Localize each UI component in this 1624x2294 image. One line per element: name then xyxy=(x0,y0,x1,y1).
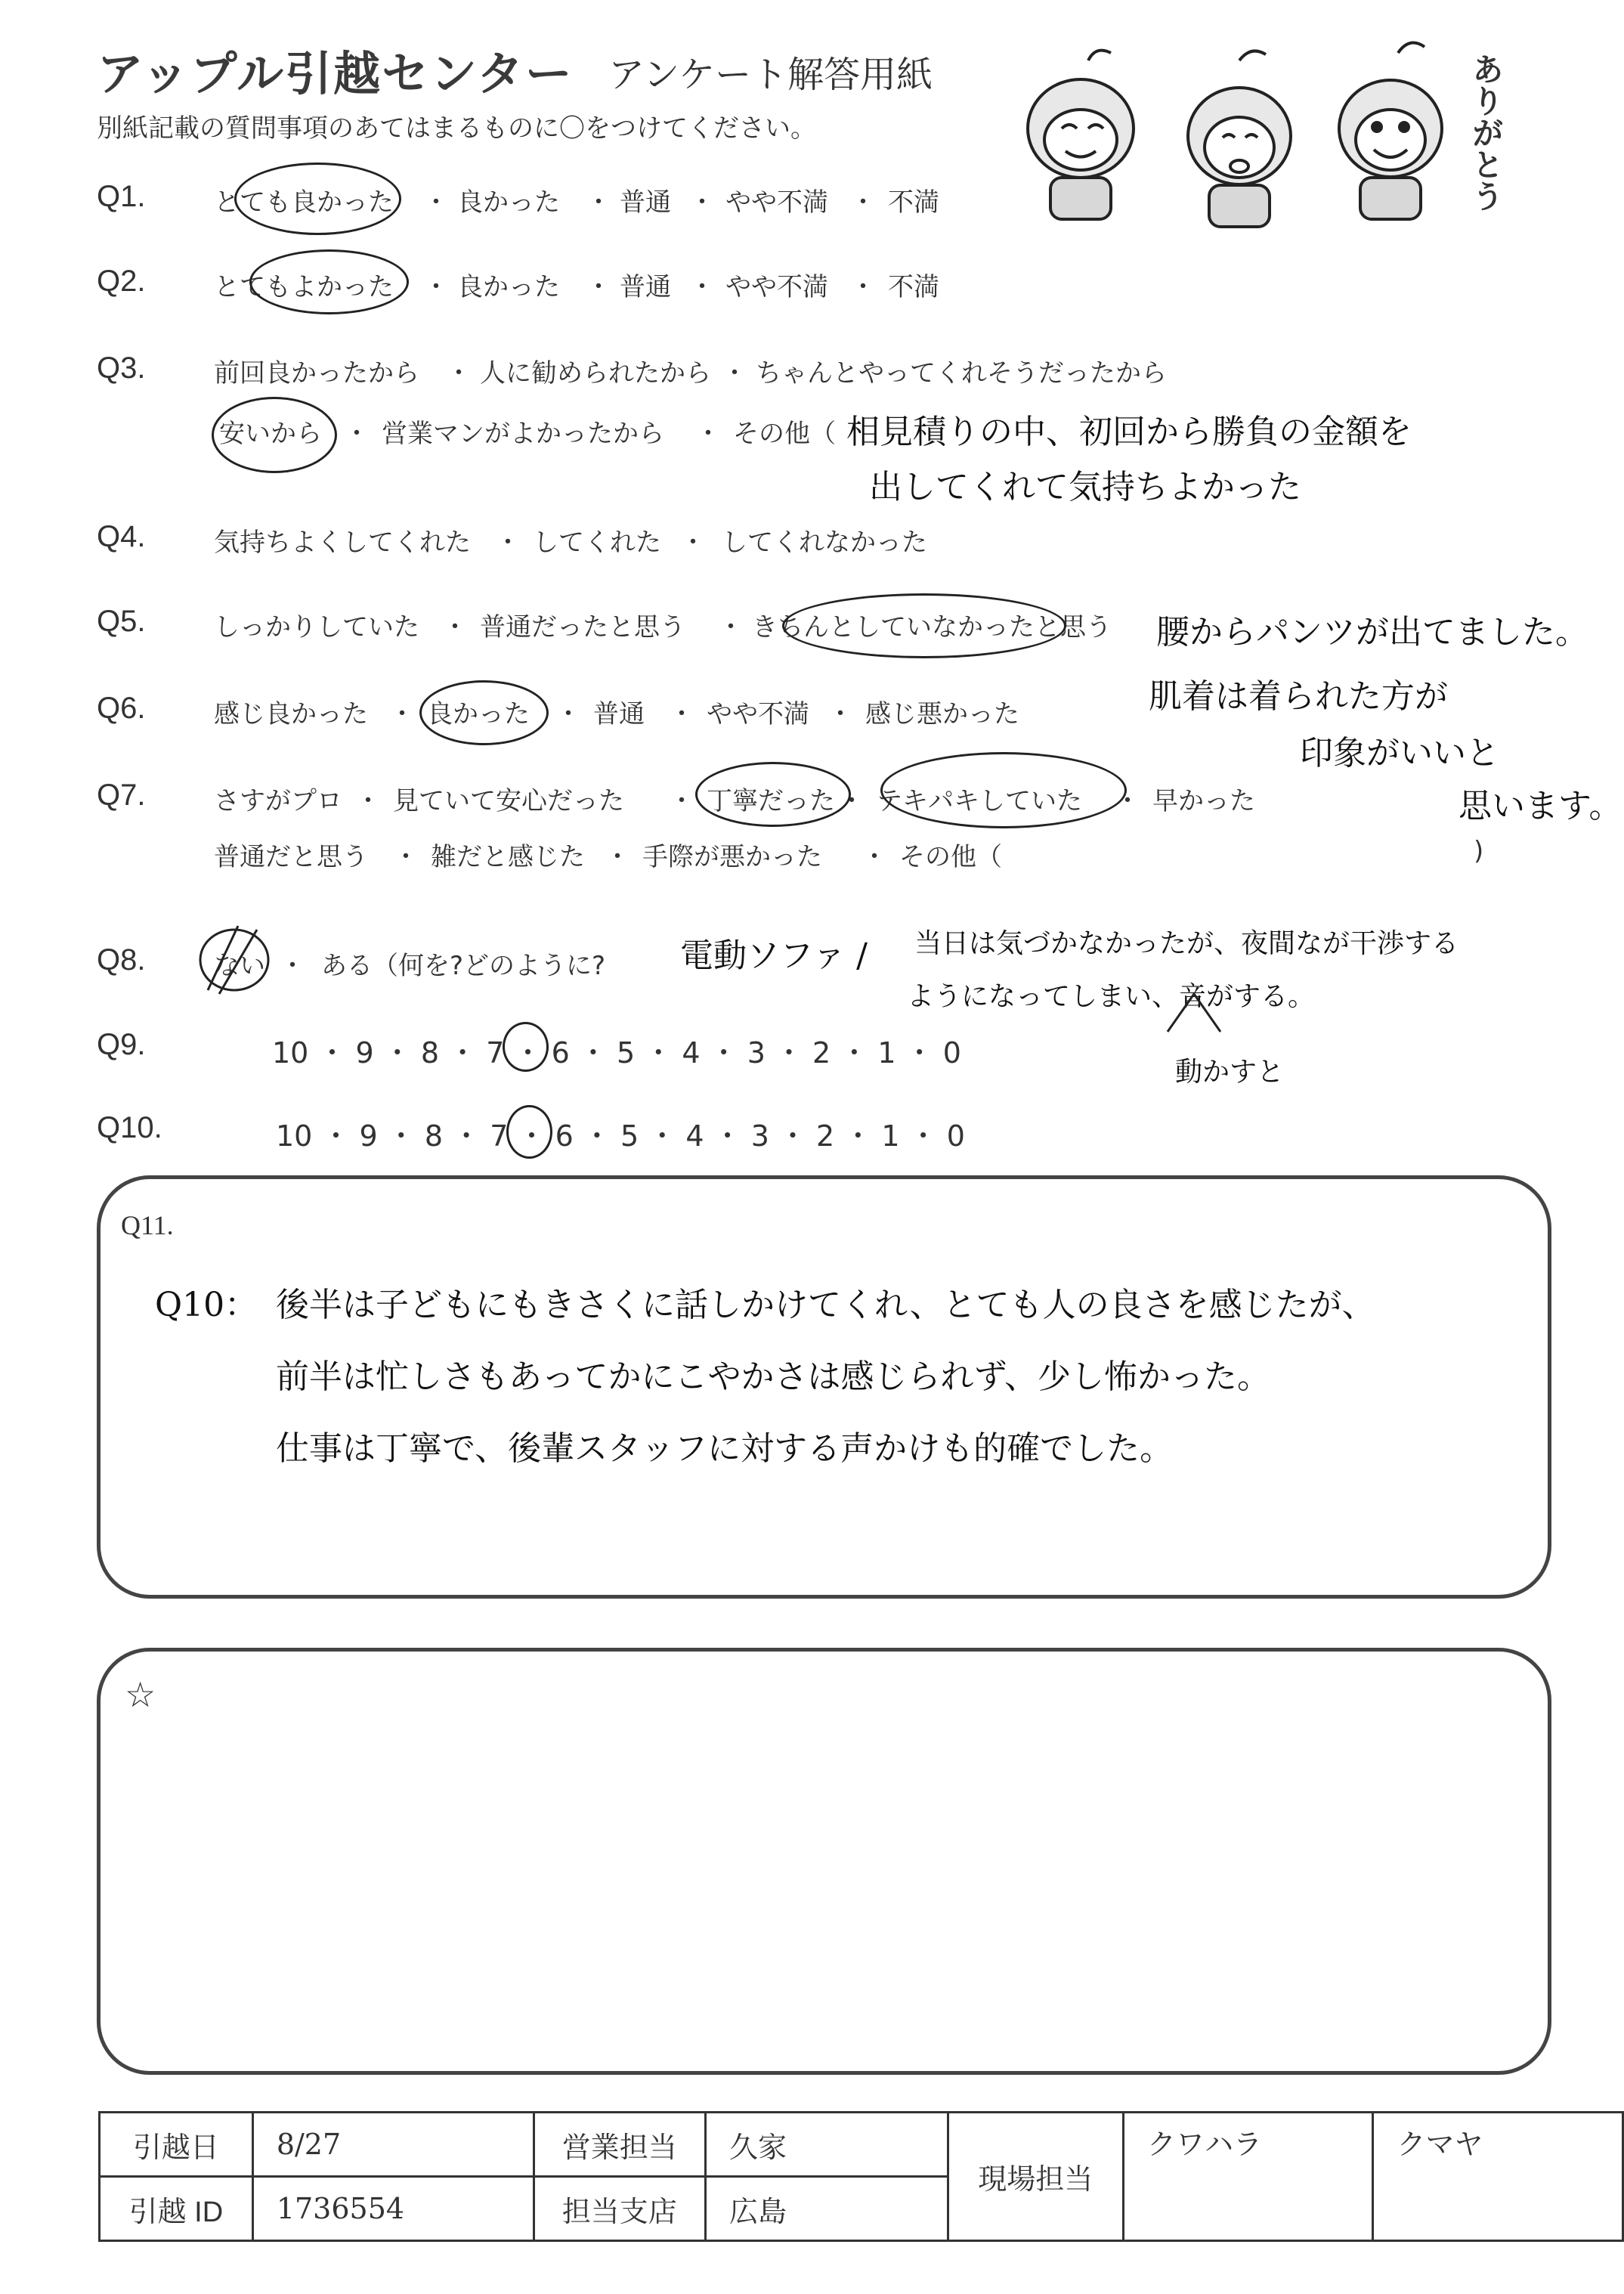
q9-score-1[interactable]: 1 xyxy=(877,1036,896,1070)
q4-label: Q4. xyxy=(97,520,146,553)
q10-score-4[interactable]: 4 xyxy=(685,1119,704,1153)
q1-answer-circle xyxy=(234,163,401,235)
q3-option-1[interactable]: 前回良かったから xyxy=(214,358,419,389)
q1-option-2[interactable]: 良かった xyxy=(457,187,560,218)
star-icon: ☆ xyxy=(125,1674,156,1715)
q2-label: Q2. xyxy=(97,265,146,298)
q10-score-6[interactable]: 6 xyxy=(555,1119,574,1153)
q10-score-5[interactable]: 5 xyxy=(620,1119,639,1153)
q8-option-2[interactable]: ある（何を?どのように? xyxy=(321,951,606,981)
q3-option-5[interactable]: 営業マンがよかったから xyxy=(382,419,664,449)
mascot-thanks-text: ありがとう xyxy=(1468,53,1505,212)
q7-option-8[interactable]: 手際が悪かった xyxy=(642,842,822,872)
q4-option-2[interactable]: してくれた xyxy=(533,528,661,558)
q9-score-2[interactable]: 2 xyxy=(812,1036,831,1070)
q2-answer-circle xyxy=(249,249,409,314)
q10-answer-circle xyxy=(506,1105,552,1159)
sales-label: 営業担当 xyxy=(534,2113,705,2177)
q9-score-7[interactable]: 7 xyxy=(486,1036,505,1070)
branch-label: 担当支店 xyxy=(534,2177,705,2241)
q11-answer-line-3: 仕事は丁寧で、後輩スタッフに対する声かけも的確でした。 xyxy=(276,1429,1174,1468)
q9-score-3[interactable]: 3 xyxy=(747,1036,766,1070)
q5-option-1[interactable]: しっかりしていた xyxy=(214,612,419,642)
move-id-label: 引越 ID xyxy=(100,2177,253,2241)
q6-option-3[interactable]: 普通 xyxy=(593,699,645,729)
q6-label: Q6. xyxy=(97,692,146,725)
q8-answer-2: ようになってしまい、音がする。 xyxy=(907,981,1316,1012)
instruction-text: 別紙記載の質問事項のあてはまるものに〇をつけてください。 xyxy=(97,113,816,144)
q5-comment-1: 腰からパンツが出てました。 xyxy=(1156,613,1588,652)
q10-score-10[interactable]: 10 xyxy=(276,1119,313,1153)
form-title: アンケート解答用紙 xyxy=(608,54,933,96)
q3-answer-circle xyxy=(212,397,337,473)
q4-option-1[interactable]: 気持ちよくしてくれた xyxy=(214,528,471,558)
mascot-3-icon xyxy=(1339,43,1442,219)
site-staff-value-2[interactable]: クマヤ xyxy=(1373,2113,1623,2241)
mascot-1-icon xyxy=(1028,51,1134,219)
q7-option-1[interactable]: さすがプロ xyxy=(214,786,342,816)
q3-other-answer-2: 出してくれて気持ちよかった xyxy=(869,468,1301,506)
site-staff-value-1[interactable]: クワハラ xyxy=(1124,2113,1373,2241)
q5-comment-3: 印象がいいと xyxy=(1300,734,1499,772)
q11-answer-line-2: 前半は忙しさもあってかにこやかさは感じられず、少し怖かった。 xyxy=(276,1358,1271,1396)
q5-label: Q5. xyxy=(97,605,146,638)
q10-label: Q10. xyxy=(97,1111,162,1144)
q9-score-5[interactable]: 5 xyxy=(616,1036,636,1070)
mascot-illustration xyxy=(1005,38,1489,234)
q3-option-other[interactable]: その他（ xyxy=(733,419,836,449)
q7-option-6[interactable]: 普通だと思う xyxy=(214,842,368,872)
q1-label: Q1. xyxy=(97,180,146,213)
site-staff-label: 現場担当 xyxy=(948,2113,1123,2241)
q11-answer-prefix: Q10： xyxy=(155,1286,258,1324)
q1-option-4[interactable]: やや不満 xyxy=(725,187,828,218)
q7-option-5[interactable]: 早かった xyxy=(1152,786,1255,816)
q4-option-3[interactable]: してくれなかった xyxy=(722,528,927,558)
move-id-value[interactable]: 1736554 xyxy=(252,2177,534,2241)
q6-option-4[interactable]: やや不満 xyxy=(707,699,809,729)
q2-option-1[interactable]: とてもよかった xyxy=(214,272,394,302)
q8-answer-insert: 動かすと xyxy=(1175,1057,1285,1088)
q7-label: Q7. xyxy=(97,779,146,812)
q2-option-4[interactable]: やや不満 xyxy=(725,272,828,302)
info-table xyxy=(98,2111,1624,2242)
q7-option-7[interactable]: 雑だと感じた xyxy=(431,842,585,872)
q10-score-3[interactable]: 3 xyxy=(750,1119,769,1153)
q2-option-5[interactable]: 不満 xyxy=(888,272,939,302)
q7-answer-circle-2 xyxy=(880,752,1127,828)
sales-value[interactable]: 久家 xyxy=(706,2113,948,2177)
q5-option-3[interactable]: きちんとしていなかったと思う xyxy=(752,612,1112,642)
q8-label: Q8. xyxy=(97,943,146,977)
q9-score-9[interactable]: 9 xyxy=(355,1036,374,1070)
q9-score-0[interactable]: 0 xyxy=(942,1036,961,1070)
q10-score-8[interactable]: 8 xyxy=(424,1119,444,1153)
q8-insert-caret xyxy=(1164,990,1224,1036)
q2-option-2[interactable]: 良かった xyxy=(457,272,560,302)
star-box[interactable] xyxy=(97,1648,1551,2075)
q3-option-2[interactable]: 人に勧められたから xyxy=(480,358,711,389)
q10-score-9[interactable]: 9 xyxy=(359,1119,378,1153)
q6-answer-circle xyxy=(419,680,549,745)
q7-option-4[interactable]: テキパキしていた xyxy=(877,786,1082,816)
q5-option-2[interactable]: 普通だったと思う xyxy=(480,612,685,642)
q7-other-close: ) xyxy=(1474,836,1484,866)
q3-option-4[interactable]: 安いから xyxy=(219,419,322,449)
q11-answer-line-1: 後半は子どもにもきさくに話しかけてくれ、とても人の良さを感じたが、 xyxy=(276,1286,1375,1324)
q9-answer-circle xyxy=(503,1022,549,1072)
q3-other-answer-1: 相見積りの中、初回から勝負の金額を xyxy=(846,413,1412,451)
q3-option-3[interactable]: ちゃんとやってくれそうだったから xyxy=(756,358,1167,389)
q10-score-0[interactable]: 0 xyxy=(946,1119,965,1153)
branch-value[interactable]: 広島 xyxy=(706,2177,948,2241)
move-date-value[interactable]: 8/27 xyxy=(252,2113,534,2177)
q9-label: Q9. xyxy=(97,1028,146,1061)
q5-answer-circle xyxy=(782,593,1066,658)
q1-option-3[interactable]: 普通 xyxy=(620,187,671,218)
q9-score-4[interactable]: 4 xyxy=(682,1036,701,1070)
q3-label: Q3. xyxy=(97,351,146,385)
brand-title: アップル引越センター xyxy=(97,46,574,101)
q9-score-10[interactable]: 10 xyxy=(272,1036,309,1070)
q7-option-2[interactable]: 見ていて安心だった xyxy=(393,786,624,816)
q5-comment-4: 思います。 xyxy=(1459,787,1622,825)
q7-option-3[interactable]: 丁寧だった xyxy=(707,786,835,816)
q9-score-6[interactable]: 6 xyxy=(551,1036,570,1070)
q10-score-2[interactable]: 2 xyxy=(816,1119,835,1153)
q2-option-3[interactable]: 普通 xyxy=(620,272,671,302)
q1-option-1[interactable]: とても良かった xyxy=(214,187,394,218)
q8-answer-item: 電動ソファ / xyxy=(680,936,868,975)
q1-option-5[interactable]: 不満 xyxy=(888,187,939,218)
q7-option-other[interactable]: その他（ xyxy=(899,842,1002,872)
q10-score-1[interactable]: 1 xyxy=(881,1119,900,1153)
move-date-label: 引越日 xyxy=(100,2113,253,2177)
q8-option-1[interactable]: ない xyxy=(214,951,265,981)
mascot-2-icon xyxy=(1188,51,1291,228)
q11-label: Q11. xyxy=(121,1210,174,1240)
q6-option-5[interactable]: 感じ悪かった xyxy=(865,699,1019,729)
q9-score-8[interactable]: 8 xyxy=(420,1036,440,1070)
q5-comment-2: 肌着は着られた方が xyxy=(1149,677,1448,716)
q7-answer-circle-1 xyxy=(695,762,851,827)
q8-strike-mark xyxy=(193,918,276,1001)
q8-answer-1: 当日は気づかなかったが、夜間なが干渉する xyxy=(914,928,1459,959)
q6-option-2[interactable]: 良かった xyxy=(427,699,530,729)
q6-option-1[interactable]: 感じ良かった xyxy=(214,699,368,729)
q10-score-7[interactable]: 7 xyxy=(490,1119,509,1153)
